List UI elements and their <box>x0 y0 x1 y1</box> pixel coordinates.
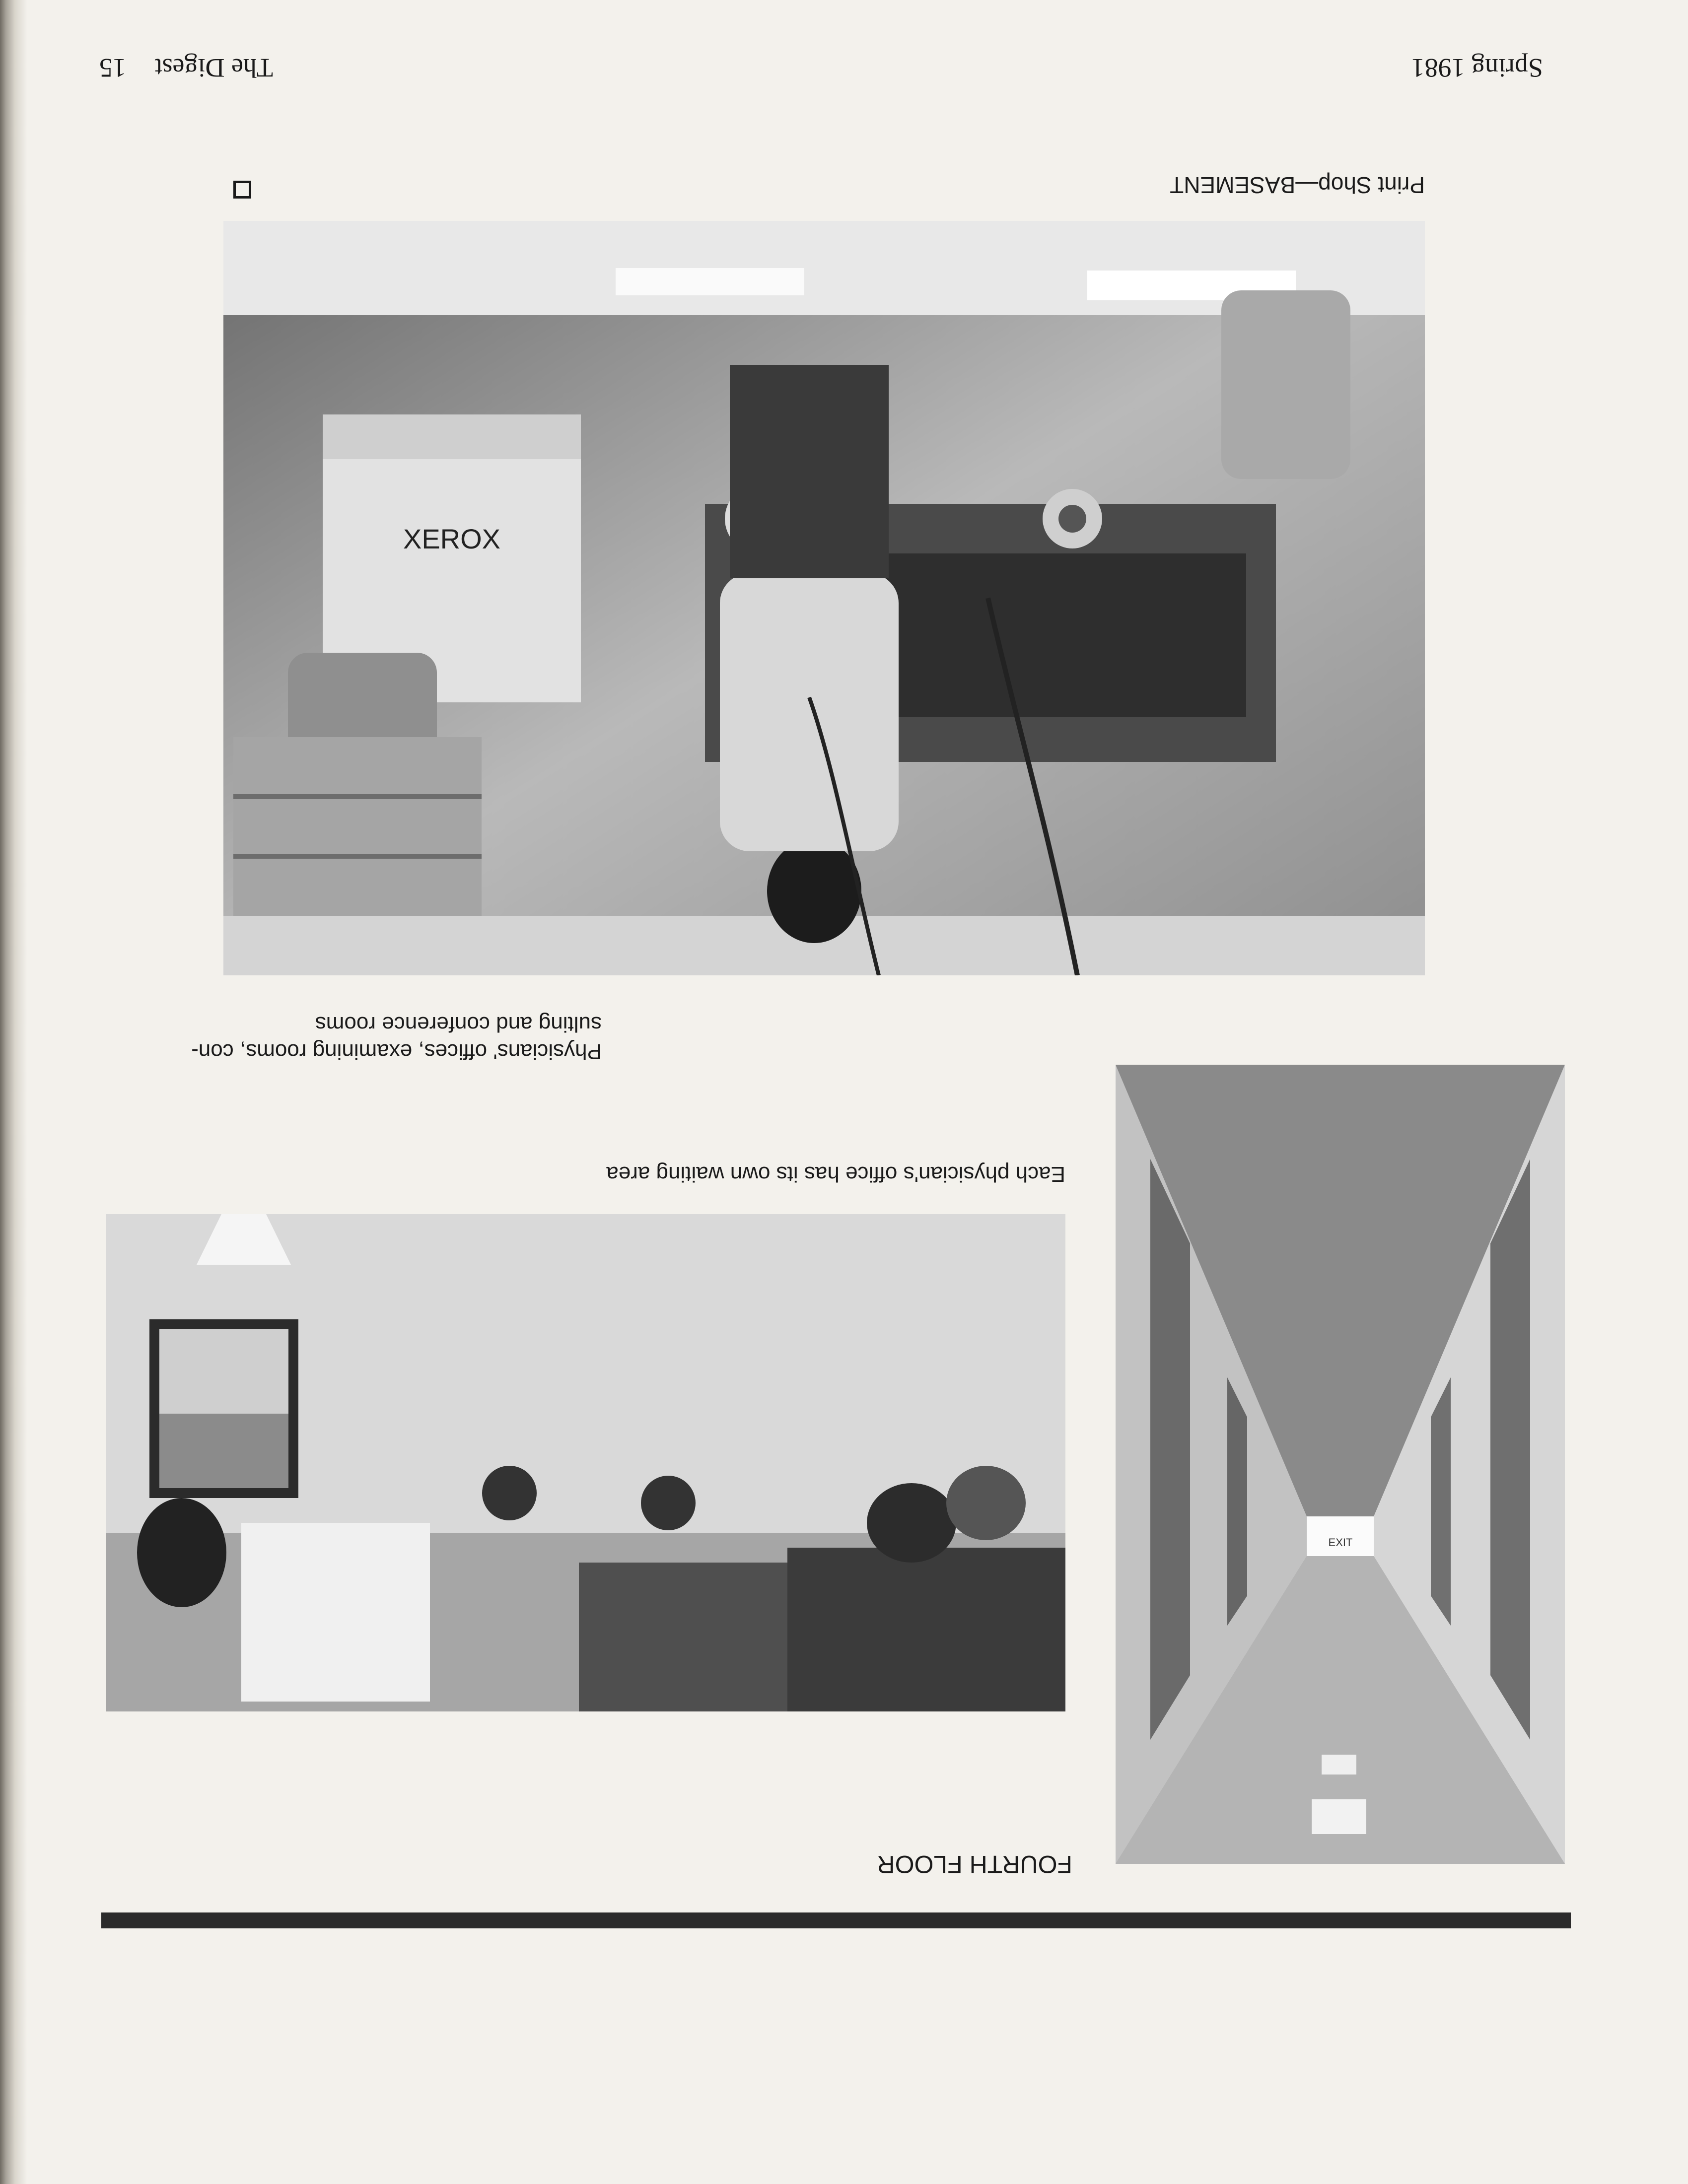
xerox-label: XEROX <box>403 523 501 554</box>
waiting-area-caption: Each physician's office has its own waiting area <box>606 1162 1065 1186</box>
corridor-caption-line1: Physicians' offices, examining rooms, con- <box>191 1039 602 1064</box>
corridor-photo <box>1116 1065 1565 1864</box>
corridor-photo-art <box>1116 1065 1565 1864</box>
page-number: 15 <box>99 53 127 83</box>
end-mark-box <box>233 181 251 199</box>
issue-date: Spring 1981 <box>1411 53 1543 83</box>
exit-sign-label: EXIT <box>1328 1536 1353 1549</box>
waiting-area-photo <box>106 1214 1065 1711</box>
section-divider-rule <box>101 1912 1571 1928</box>
binding-shadow <box>0 0 27 2184</box>
print-shop-photo <box>223 221 1425 975</box>
fourth-floor-heading: FOURTH FLOOR <box>877 1850 1072 1878</box>
print-shop-photo-art <box>223 221 1425 975</box>
waiting-area-photo-art <box>106 1214 1065 1711</box>
running-footer <box>99 53 273 83</box>
publication-name: The Digest <box>154 53 273 83</box>
corridor-caption-line2: sulting and conference rooms <box>315 1012 602 1036</box>
print-shop-caption: Print Shop—BASEMENT <box>1170 172 1425 198</box>
